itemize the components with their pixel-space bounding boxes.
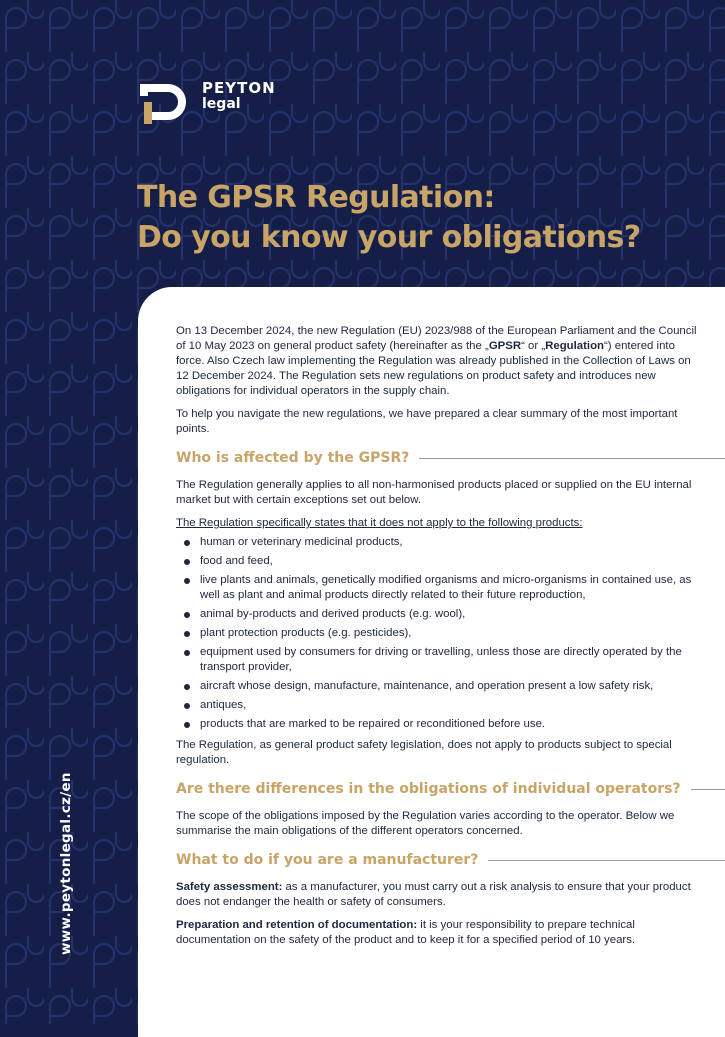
section-heading-row (176, 853, 706, 868)
list-item: human or veterinary medicinal products, (176, 535, 706, 550)
brand-logo (138, 80, 276, 126)
page-title (137, 178, 641, 258)
section-heading: Who is affected by the GPSR? (176, 450, 410, 466)
section-heading-row (176, 451, 706, 466)
peyton-p-icon (138, 80, 194, 126)
exclusions-list (176, 535, 706, 732)
list-item: products that are marked to be repaired or reconditioned before use. (176, 717, 706, 732)
section-paragraph: Preparation and retention of documentation: it is your responsibility to prepare technical documentation on the safety of the product and to keep it for a specified period of 10 years. (176, 919, 636, 946)
section-paragraph: Safety assessment: as a manufacturer, you must carry out a risk analysis to ensure that your product does not endanger the health or safety of consumers. (176, 881, 691, 908)
section-heading: What to do if you are a manufacturer? (176, 852, 479, 868)
title-line-2: Do you know your obligations? (137, 220, 641, 255)
intro-paragraph-2: To help you navigate the new regulations, we have prepared a clear summary of the most important points. (176, 408, 678, 435)
section-paragraph: The Regulation, as general product safety legislation, does not apply to products subject to special regulation. (176, 739, 672, 766)
list-item: live plants and animals, genetically modified organisms and micro-organisms in contained use, as well as plant and animal products directly related to their future reproduction, (176, 573, 706, 603)
heading-divider (488, 860, 725, 861)
section-paragraph: The scope of the obligations imposed by the Regulation varies according to the operator. Below we summarise the main obligations of the different operators concerned. (176, 810, 675, 837)
document-body (176, 324, 706, 956)
section-paragraph: The Regulation generally applies to all non-harmonised products placed or supplied on the EU internal market but with certain exceptions set out below. (176, 479, 692, 506)
website-link[interactable]: www.peytonlegal.cz/en (58, 772, 74, 955)
title-line-1: The GPSR Regulation: (137, 180, 495, 215)
list-item: antiques, (176, 698, 706, 713)
section-heading-row (176, 782, 706, 797)
section-heading: Are there differences in the obligations of individual operators? (176, 781, 681, 797)
intro-paragraph: On 13 December 2024, the new Regulation (EU) 2023/988 of the European Parliament and the Council of 10 May 2023 on general product safety (hereinafter as the „GPSR“ or „Regulation“) entered into force. Also Czech law implementing the Regulation was already published in the Collection of Laws on 12 December 2024. The Regulation sets new regulations on product safety and introduces new obligations for individual operators in the supply chain. (176, 325, 697, 397)
list-item: animal by-products and derived products (e.g. wool), (176, 607, 706, 622)
list-item: food and feed, (176, 554, 706, 569)
heading-divider (419, 458, 725, 459)
brand-name: PEYTON (202, 79, 276, 97)
list-intro: The Regulation specifically states that it does not apply to the following products: (176, 517, 583, 529)
heading-divider (691, 789, 725, 790)
list-item: plant protection products (e.g. pesticides), (176, 626, 706, 641)
list-item: aircraft whose design, manufacture, maintenance, and operation present a low safety risk, (176, 679, 706, 694)
brand-subname: legal (202, 96, 241, 112)
list-item: equipment used by consumers for driving or travelling, unless those are directly operated by the transport provider, (176, 645, 706, 675)
